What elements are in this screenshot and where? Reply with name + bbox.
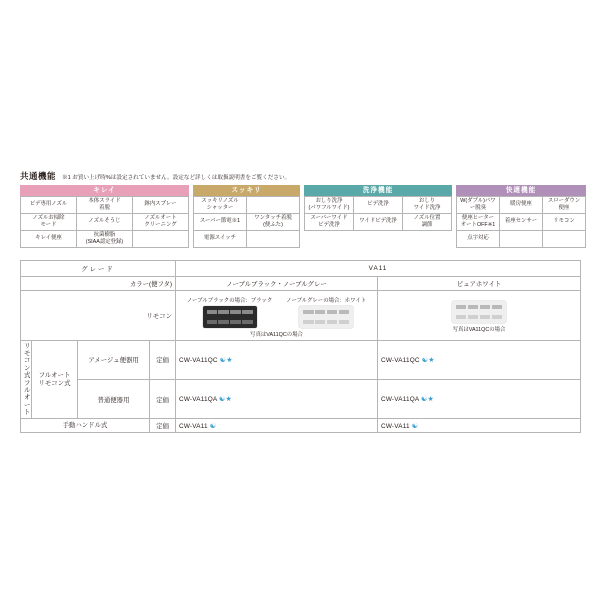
- feature-cell-label: スッキリノズル シャッター: [201, 198, 239, 211]
- feature-cell: [457, 231, 500, 248]
- feature-cell: [500, 214, 543, 231]
- model-number-text: CW-VA11QC: [381, 356, 420, 364]
- feature-cell: [247, 214, 300, 231]
- price-label: 定価: [150, 419, 176, 433]
- feature-cell-label: 電源スイッチ: [203, 235, 237, 242]
- feature-cell-empty: [500, 231, 543, 248]
- feature-cell-empty: [543, 231, 586, 248]
- price-label: 定価: [150, 340, 176, 379]
- model-number-text: CW-VA11QA: [179, 396, 218, 404]
- remote-buttons-top: [456, 305, 502, 309]
- feature-cell: [543, 197, 586, 214]
- remote-buttons-bottom: [303, 320, 349, 324]
- remote-item: [286, 296, 366, 328]
- feature-group-comfort: [456, 185, 586, 248]
- table-row-color: [21, 276, 581, 290]
- remote-buttons-bottom: [207, 320, 253, 324]
- feature-cell: [403, 197, 452, 214]
- remote-cell-white: [378, 290, 581, 340]
- feature-cell-label: おしり洗浄 (パワフルワイド): [308, 198, 350, 211]
- feature-group-sukkiri: [193, 185, 300, 248]
- sub-label-amage: アメージュ便器用: [78, 340, 150, 379]
- feature-group-title: スッキリ: [193, 185, 300, 196]
- feature-cell-label: 本体スライド 着脱: [88, 198, 121, 211]
- feature-cell-label: 着座センサー: [504, 218, 538, 225]
- eco-mark-icon: ☯: [421, 356, 429, 364]
- model-number-right: [378, 419, 581, 433]
- feature-cell: [21, 231, 77, 248]
- eco-mark-icon: ☯: [421, 396, 428, 404]
- feature-cell: [305, 214, 354, 231]
- feature-grid: [456, 196, 586, 248]
- feature-group-washing: [304, 185, 452, 248]
- model-number-left: [176, 340, 378, 379]
- remote-buttons-top: [303, 310, 349, 314]
- remote-image-group: [179, 293, 374, 329]
- feature-cell-label: ノズルオート クリーニング: [144, 215, 177, 228]
- feature-cell-label: 便座ヒーター オートOFF※1: [460, 215, 496, 228]
- feature-cell: [354, 197, 403, 214]
- feature-cell: [77, 197, 133, 214]
- feature-cell-label: ワンタッチ着脱 (便ふた): [254, 215, 292, 228]
- eco-mark-icon: ☯: [219, 356, 227, 364]
- color-value-white: ピュアホワイト: [378, 276, 581, 290]
- feature-cell-label: ビデ専用ノズル: [29, 201, 68, 208]
- remote-caption: ノーブルグレーの場合：ホワイト: [286, 297, 367, 304]
- feature-cell: [457, 214, 500, 231]
- feature-cell: [457, 197, 500, 214]
- feature-cell-label: ワイドビデ洗浄: [359, 218, 397, 225]
- model-table: [20, 260, 581, 434]
- common-functions-note: ※1 お買い上げ時%は設定されていません。設定など詳しくは取扱説明書をご覧ください。: [62, 174, 291, 181]
- feature-cell: [500, 197, 543, 214]
- photo-note-right: 写真はVA11QCの場合: [452, 326, 506, 333]
- feature-cell-label: 点字対応: [467, 235, 489, 242]
- remote-control-image-white: [452, 301, 506, 323]
- type-label-full-auto: フルオート リモコン式: [32, 340, 78, 419]
- table-row: [21, 340, 581, 379]
- model-number-text: CW-VA11: [179, 422, 208, 430]
- feature-cell: [354, 214, 403, 231]
- feature-grid: [20, 196, 189, 248]
- feature-cell-label: ノズル位置 調節: [413, 215, 441, 228]
- feature-cell-label: ノズルそうじ: [88, 218, 121, 225]
- remote-caption: ノーブルブラックの場合：ブラック: [186, 297, 273, 304]
- common-functions-title: 共通機能: [20, 171, 57, 181]
- model-number-right: [378, 340, 581, 379]
- feature-cell: [77, 231, 133, 248]
- feature-cell-empty: [247, 231, 300, 248]
- table-row-grade: [21, 260, 581, 276]
- feature-cell-label: おしり ワイド洗浄: [413, 198, 441, 211]
- grade-header-label: グレード: [21, 260, 176, 276]
- feature-group-title: 洗浄機能: [304, 185, 452, 196]
- star-mark-icon: ★: [428, 356, 435, 364]
- spec-sheet: [20, 170, 580, 433]
- feature-cell: [194, 231, 247, 248]
- common-functions-header: [20, 170, 580, 182]
- feature-cell: [194, 197, 247, 214]
- eco-mark-icon: ☯: [209, 422, 217, 430]
- model-number-left: [176, 380, 378, 419]
- grade-header-value: VA11: [176, 260, 581, 276]
- color-row-label: カラー(便フタ): [21, 276, 176, 290]
- side-label-auto-remote: リモコン式フルオート: [21, 340, 32, 419]
- feature-cell-label: リモコン: [553, 218, 575, 225]
- feature-cell-empty: [247, 197, 300, 214]
- feature-cell-label: キレイ便座: [35, 235, 62, 242]
- feature-cell: [21, 197, 77, 214]
- model-number-right: [378, 380, 581, 419]
- feature-cell: [194, 214, 247, 231]
- remote-control-image-black: [203, 306, 257, 328]
- star-mark-icon: ★: [225, 396, 232, 404]
- table-row: [21, 380, 581, 419]
- feature-groups: [20, 185, 580, 248]
- remote-control-image-white: [299, 306, 353, 328]
- feature-cell: [133, 197, 189, 214]
- feature-cell: [77, 214, 133, 231]
- remote-cell-black: [176, 290, 378, 340]
- feature-cell-label: 鉢内スプレー: [144, 201, 177, 208]
- model-number-text: CW-VA11QC: [179, 356, 218, 364]
- feature-group-title: 快適機能: [456, 185, 586, 196]
- feature-cell: [133, 214, 189, 231]
- feature-cell: [403, 214, 452, 231]
- model-number-left: [176, 419, 378, 433]
- remote-item: [452, 301, 506, 323]
- feature-cell-label: スーパーワイド ビデ洗浄: [310, 215, 348, 228]
- feature-cell-empty: [133, 231, 189, 248]
- star-mark-icon: ★: [226, 356, 233, 364]
- feature-cell-label: スーパー節電※1: [199, 218, 241, 225]
- feature-grid: [304, 196, 452, 231]
- table-row: [21, 419, 581, 433]
- model-number-text: CW-VA11: [381, 422, 410, 430]
- eco-mark-icon: ☯: [411, 422, 419, 430]
- feature-grid: [193, 196, 300, 248]
- remote-buttons-top: [207, 310, 253, 314]
- photo-note-left: 写真はVA11QCの場合: [250, 331, 303, 338]
- table-row-remote: [21, 290, 581, 340]
- type-label-manual-handle: 手動ハンドル式: [21, 419, 150, 433]
- feature-cell: [543, 214, 586, 231]
- feature-cell-label: 暖房便座: [510, 201, 532, 208]
- color-value-black: ノーブルブラック・ノーブルグレー: [176, 276, 378, 290]
- feature-cell-label: ビデ洗浄: [367, 201, 389, 208]
- feature-cell: [21, 214, 77, 231]
- feature-group-title: キレイ: [20, 185, 189, 196]
- feature-cell-label: スローダウン 便座: [547, 198, 581, 211]
- feature-cell-label: ノズルお掃除 モード: [32, 215, 65, 228]
- feature-cell-label: 抗菌樹脂 (SIAA認定登録): [85, 232, 124, 245]
- remote-item: [187, 296, 272, 328]
- price-label: 定価: [150, 380, 176, 419]
- remote-image-group: [381, 298, 577, 324]
- remote-row-label: リモコン: [21, 290, 176, 340]
- star-mark-icon: ★: [427, 396, 434, 404]
- remote-buttons-bottom: [456, 315, 502, 319]
- sub-label-normal: 普通便器用: [78, 380, 150, 419]
- feature-cell-label: W(ダブル)パワー脱臭: [460, 198, 496, 211]
- model-number-text: CW-VA11QA: [381, 396, 420, 404]
- eco-mark-icon: ☯: [219, 396, 226, 404]
- feature-group-kirei: [20, 185, 189, 248]
- feature-cell: [305, 197, 354, 214]
